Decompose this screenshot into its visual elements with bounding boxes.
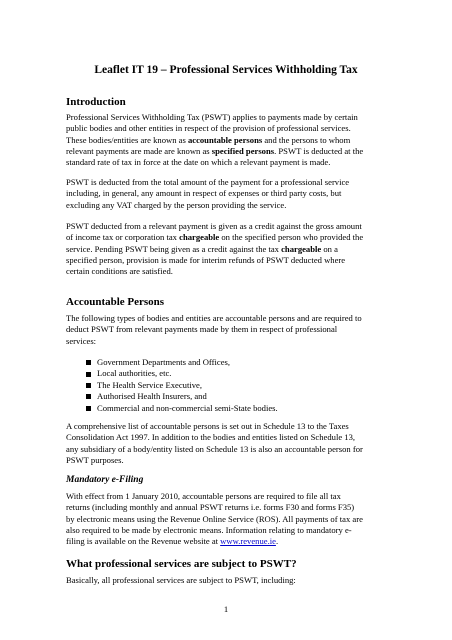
intro-paragraph-1: [66, 112, 396, 168]
list-item: Local authorities, etc.: [86, 368, 278, 379]
text-line: certain conditions are satisfied.: [66, 266, 173, 277]
accountable-paragraph-2: [66, 421, 396, 466]
text-line: filing is available on the Revenue website at www.revenue.ie.: [66, 536, 279, 547]
heading-professional-services: What professional services are subject to PSWT?: [66, 558, 297, 570]
text-line: also required to be made by electronic means. Information relating to mandatory e-: [66, 524, 352, 535]
services-paragraph: [66, 575, 396, 586]
text-line: services:: [66, 335, 97, 346]
bullet-icon: [86, 394, 91, 399]
accountable-bullet-list: [86, 357, 278, 414]
text-line: including, in general, any amount in respect of expenses or third party costs, but: [66, 188, 342, 199]
text-line: Consolidation Act 1997. In addition to the bodies and entities listed on Schedule 13,: [66, 432, 356, 443]
bullet-icon: [86, 360, 91, 365]
text-line: A comprehensive list of accountable persons is set out in Schedule 13 to the Taxes: [66, 421, 349, 431]
text-line: PSWT is deducted from the total amount of the payment for a professional service: [66, 177, 350, 187]
text-line: public bodies and other entities in respect of the provision of professional services.: [66, 123, 351, 134]
text-line: Basically, all professional services are subject to PSWT, including:: [66, 575, 296, 585]
intro-paragraph-3: [66, 221, 396, 277]
bullet-icon: [86, 383, 91, 388]
text-line: specified person, provision is made for interim refunds of PSWT deducted where: [66, 254, 346, 265]
list-item: Commercial and non-commercial semi-State bodies.: [86, 403, 278, 414]
text-line: by electronic means using the Revenue Online Service (ROS). All payments of tax are: [66, 513, 363, 524]
text-line: relevant payments are made are known as specified persons. PSWT is deducted at the: [66, 145, 364, 156]
heading-accountable-persons: Accountable Persons: [66, 296, 165, 308]
text-line: deduct PSWT from relevant payments made by them in respect of professional: [66, 324, 338, 335]
bullet-icon: [86, 372, 91, 377]
list-item: Authorised Health Insurers, and: [86, 391, 278, 402]
text-line: Professional Services Withholding Tax (PSWT) applies to payments made by certain: [66, 112, 358, 122]
intro-paragraph-2: [66, 177, 396, 211]
revenue-website-link[interactable]: www.revenue.ie: [220, 536, 276, 547]
text-line: excluding any VAT charged by the person providing the service.: [66, 199, 287, 210]
list-item: Government Departments and Offices,: [86, 357, 278, 368]
efiling-paragraph: [66, 491, 396, 547]
bullet-icon: [86, 406, 91, 411]
text-line: PSWT deducted from a relevant payment is given as a credit against the gross amount: [66, 221, 362, 231]
page-title: Leaflet IT 19 – Professional Services Withholding Tax: [94, 64, 358, 76]
text-line: standard rate of tax in force at the date on which a relevant payment is made.: [66, 157, 331, 168]
text-line: PSWT purposes.: [66, 454, 124, 465]
list-item: The Health Service Executive,: [86, 380, 278, 391]
accountable-paragraph-1: [66, 313, 396, 347]
heading-introduction: Introduction: [66, 96, 126, 108]
text-line: returns (including monthly and annual PSWT returns i.e. forms F30 and forms F35): [66, 502, 355, 513]
text-line: service. Pending PSWT being given as a credit against the tax chargeable on a: [66, 243, 338, 254]
text-line: of income tax or corporation tax chargeable on the specified person who provided the: [66, 232, 364, 243]
page-number: 1: [223, 604, 229, 614]
text-line: The following types of bodies and entities are accountable persons and are required to: [66, 313, 362, 323]
text-line: any subsidiary of a body/entity listed on Schedule 13 is also an accountable person for: [66, 443, 363, 454]
text-line: With effect from 1 January 2010, accountable persons are required to file all tax: [66, 491, 341, 501]
heading-mandatory-efiling: Mandatory e-Filing: [66, 475, 144, 485]
text-line: These bodies/entities are known as accountable persons and the persons to whom: [66, 134, 351, 145]
